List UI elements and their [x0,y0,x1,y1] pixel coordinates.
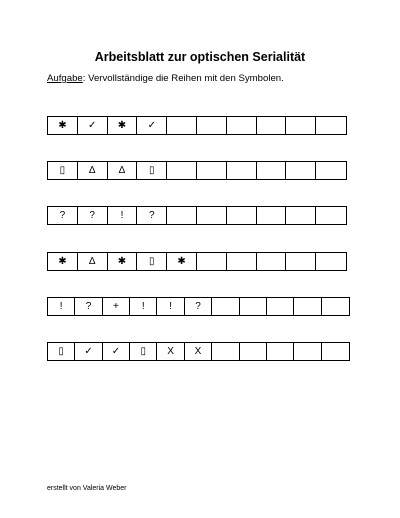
symbol-row-3 [47,206,347,225]
symbol-cell: ∆ [78,162,108,179]
empty-cell[interactable] [286,117,316,134]
symbol-cell: ✱ [108,117,138,134]
symbol-cell: ▯ [137,162,167,179]
empty-cell[interactable] [197,253,227,270]
symbol-cell: ✓ [103,343,130,360]
symbol-cell: ▯ [130,343,157,360]
empty-cell[interactable] [257,162,287,179]
empty-cell[interactable] [167,162,197,179]
empty-cell[interactable] [167,207,197,224]
symbol-cell: ∆ [78,253,108,270]
symbol-row-6 [47,342,350,361]
task-text: Vervollständige die Reihen mit den Symbolen. [85,73,284,84]
symbol-cell: ✓ [137,117,167,134]
symbol-cell: X [185,343,212,360]
empty-cell[interactable] [316,253,346,270]
symbol-cell: ? [75,298,102,315]
empty-cell[interactable] [227,253,257,270]
empty-cell[interactable] [316,207,346,224]
symbol-cell: ∆ [108,162,138,179]
empty-cell[interactable] [240,298,267,315]
empty-cell[interactable] [322,343,349,360]
empty-cell[interactable] [257,253,287,270]
empty-cell[interactable] [212,343,239,360]
empty-cell[interactable] [227,162,257,179]
symbol-cell: ! [157,298,184,315]
symbol-cell: ✱ [108,253,138,270]
empty-cell[interactable] [267,343,294,360]
empty-cell[interactable] [197,207,227,224]
empty-cell[interactable] [267,298,294,315]
empty-cell[interactable] [257,207,287,224]
symbol-cell: ✱ [48,253,78,270]
symbol-row-5 [47,297,350,316]
symbol-row-4 [47,252,347,271]
symbol-cell: ▯ [48,162,78,179]
empty-cell[interactable] [316,162,346,179]
empty-cell[interactable] [322,298,349,315]
empty-cell[interactable] [294,298,321,315]
empty-cell[interactable] [212,298,239,315]
empty-cell[interactable] [227,117,257,134]
empty-cell[interactable] [286,207,316,224]
symbol-cell: X [157,343,184,360]
symbol-cell: ✓ [75,343,102,360]
page-title: Arbeitsblatt zur optischen Serialität [94,50,306,64]
empty-cell[interactable] [294,343,321,360]
symbol-cell: ? [137,207,167,224]
empty-cell[interactable] [197,162,227,179]
symbol-cell: ! [48,298,75,315]
symbol-cell: ! [130,298,157,315]
empty-cell[interactable] [240,343,267,360]
symbol-row-1 [47,116,347,135]
symbol-cell: ? [48,207,78,224]
symbol-cell: ✱ [167,253,197,270]
symbol-cell: ? [78,207,108,224]
task-separator: : [82,73,86,84]
empty-cell[interactable] [316,117,346,134]
symbol-row-2 [47,161,347,180]
symbol-cell: ! [108,207,138,224]
author-footer: erstellt von Valeria Weber [47,485,127,492]
symbol-cell: ▯ [48,343,75,360]
empty-cell[interactable] [286,253,316,270]
symbol-cell: ✓ [78,117,108,134]
symbol-cell: ▯ [137,253,167,270]
task-instruction [47,73,284,84]
symbol-cell: ✱ [48,117,78,134]
symbol-cell: + [103,298,130,315]
empty-cell[interactable] [167,117,197,134]
empty-cell[interactable] [257,117,287,134]
symbol-cell: ? [185,298,212,315]
empty-cell[interactable] [227,207,257,224]
task-label: Aufgabe [47,73,83,84]
empty-cell[interactable] [286,162,316,179]
empty-cell[interactable] [197,117,227,134]
